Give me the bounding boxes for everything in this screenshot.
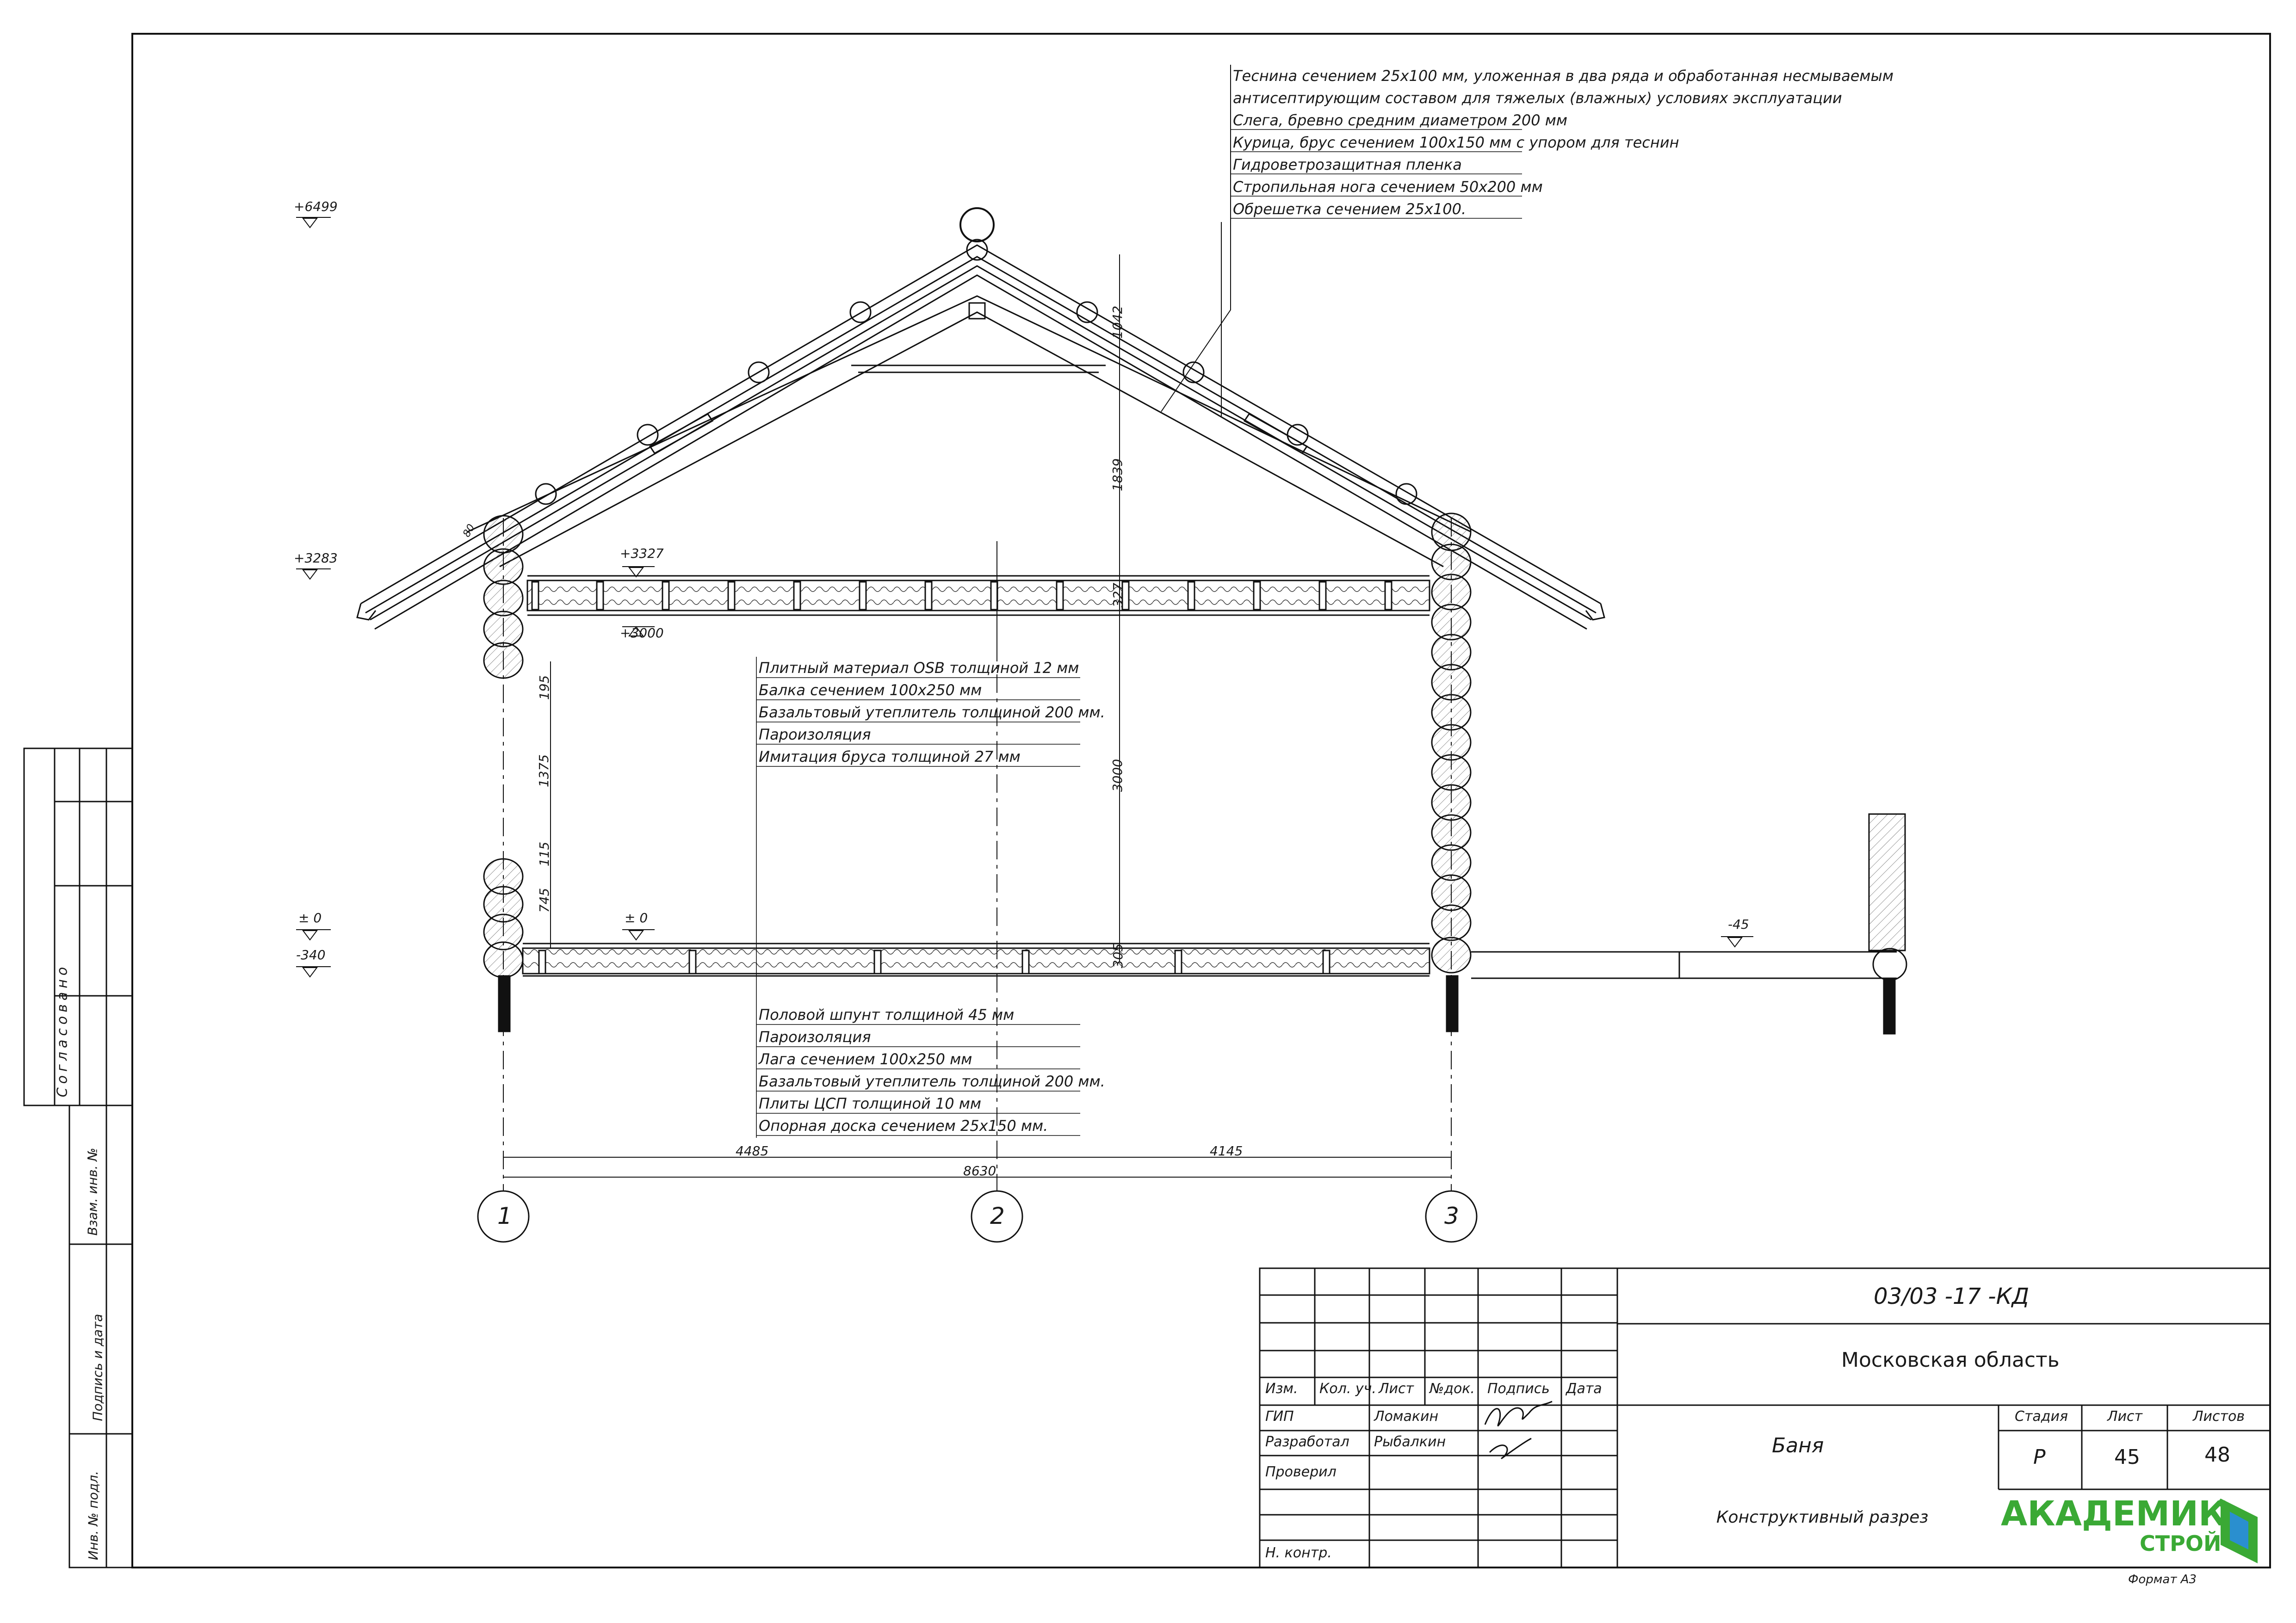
floor-note-1: Половой шпунт толщиной 45 мм bbox=[759, 1006, 1015, 1024]
roof-note-5: Гидроветрозащитная пленка bbox=[1233, 156, 1462, 173]
dim-roof-height: 1839 bbox=[1110, 458, 1126, 492]
side-stamp-inv-orig: Инв. № подл. bbox=[86, 1470, 101, 1561]
role-checker: Проверил bbox=[1265, 1464, 1337, 1480]
header-kol-uch: Кол. уч. bbox=[1319, 1381, 1376, 1397]
header-ndok: №док. bbox=[1430, 1381, 1475, 1397]
roof-note-3: Слега, бревно средним диаметром 200 мм bbox=[1233, 111, 1567, 129]
dim-1375: 1375 bbox=[536, 754, 552, 788]
dim-top-roof: 1042 bbox=[1110, 305, 1126, 339]
logo-name: АКАДЕМИК bbox=[2001, 1494, 2227, 1534]
side-stamp-sign-date: Подпись и дата bbox=[90, 1314, 105, 1421]
roof-note-6: Стропильная нога сечением 50х200 мм bbox=[1233, 178, 1543, 196]
sheet-value: 45 bbox=[2114, 1445, 2140, 1469]
roof-note-1: Теснина сечением 25х100 мм, уложенная в два ряда и обработанная несмываемым bbox=[1233, 67, 1894, 85]
side-stamp-agreed: Согласовано bbox=[54, 963, 71, 1098]
axis-label-2: 2 bbox=[990, 1203, 1005, 1229]
role-developer: Разработал bbox=[1265, 1434, 1349, 1450]
dim-745: 745 bbox=[537, 888, 552, 913]
sheets-value: 48 bbox=[2204, 1443, 2230, 1467]
roof-note-4: Курица, брус сечением 100х150 мм с упором для теснин bbox=[1233, 134, 1679, 151]
floor-note-5: Плиты ЦСП толщиной 10 мм bbox=[759, 1095, 982, 1112]
floor-note-3: Лага сечением 100х250 мм bbox=[759, 1050, 972, 1068]
note-underlines bbox=[756, 130, 1522, 1138]
role-gip: ГИП bbox=[1265, 1408, 1294, 1425]
sheet-title: Конструктивный разрез bbox=[1716, 1508, 1929, 1527]
level-ceiling-top: +3327 bbox=[620, 546, 664, 561]
side-stamp bbox=[24, 748, 132, 1567]
drawing-frame bbox=[132, 34, 2270, 1567]
axis-label-3: 3 bbox=[1444, 1203, 1459, 1229]
level-below: -340 bbox=[296, 947, 326, 963]
header-data: Дата bbox=[1566, 1381, 1602, 1397]
region: Московская область bbox=[1841, 1348, 2060, 1372]
ceiling-note-5: Имитация бруса толщиной 27 мм bbox=[759, 748, 1021, 765]
roof bbox=[357, 208, 1604, 629]
terrace bbox=[1471, 814, 1906, 1034]
name-gip: Ломакин bbox=[1374, 1408, 1439, 1425]
stage-value: Р bbox=[2033, 1445, 2046, 1469]
sheet-label: Лист bbox=[2107, 1408, 2143, 1425]
header-podpis: Подпись bbox=[1487, 1381, 1550, 1397]
ceiling-note-2: Балка сечением 100х250 мм bbox=[759, 681, 982, 699]
doc-code: 03/03 -17 -КД bbox=[1874, 1284, 2030, 1309]
ceiling-note-3: Базальтовый утеплитель толщиной 200 мм. bbox=[759, 704, 1105, 721]
floor-note-6: Опорная доска сечением 25х150 мм. bbox=[759, 1117, 1048, 1135]
floor-note-4: Базальтовый утеплитель толщиной 200 мм. bbox=[759, 1073, 1105, 1090]
header-list: Лист bbox=[1379, 1381, 1414, 1397]
ceiling-note-1: Плитный материал OSB толщиной 12 мм bbox=[759, 659, 1079, 677]
roof-note-7: Обрешетка сечением 25х100. bbox=[1233, 200, 1467, 218]
level-ridge: +6499 bbox=[294, 199, 338, 214]
dim-span-right: 4145 bbox=[1210, 1143, 1243, 1159]
axis-bubbles bbox=[478, 1191, 1477, 1242]
side-stamp-inv-repl: Взам. инв. № bbox=[85, 1148, 100, 1236]
dim-195: 195 bbox=[537, 675, 552, 700]
dim-ceiling-thickness: 327 bbox=[1110, 582, 1126, 608]
header-izm: Изм. bbox=[1265, 1381, 1298, 1397]
floor-note-2: Пароизоляция bbox=[759, 1028, 871, 1046]
role-norm-control: Н. контр. bbox=[1265, 1545, 1332, 1561]
ceiling-slab bbox=[527, 576, 1430, 615]
roof-note-2: антисептирующим составом для тяжелых (влажных) условиях эксплуатации bbox=[1233, 89, 1842, 107]
dim-wall-height: 3000 bbox=[1110, 759, 1126, 792]
object-name: Баня bbox=[1772, 1434, 1824, 1457]
format-label: Формат А3 bbox=[2128, 1573, 2197, 1586]
logo-sub: СТРОЙ bbox=[2140, 1531, 2222, 1556]
dim-80: 80 bbox=[461, 522, 477, 539]
dim-span-left: 4485 bbox=[736, 1143, 769, 1159]
dim-span-total: 8630 bbox=[963, 1163, 996, 1179]
level-terrace: -45 bbox=[1728, 917, 1749, 932]
ceiling-note-4: Пароизоляция bbox=[759, 726, 871, 743]
level-eave: +3283 bbox=[294, 550, 338, 566]
name-developer: Рыбалкин bbox=[1374, 1434, 1446, 1450]
dim-floor-thickness: 305 bbox=[1110, 943, 1126, 969]
dim-115: 115 bbox=[537, 841, 552, 867]
floor-slab bbox=[523, 944, 1430, 976]
axis-label-1: 1 bbox=[497, 1203, 512, 1229]
level-ceiling-bottom: +3000 bbox=[620, 625, 664, 641]
sheets-label: Листов bbox=[2193, 1408, 2245, 1425]
stage-label: Стадия bbox=[2015, 1408, 2068, 1425]
level-zero-left: ± 0 bbox=[298, 910, 322, 926]
level-zero-inner: ± 0 bbox=[625, 910, 648, 926]
